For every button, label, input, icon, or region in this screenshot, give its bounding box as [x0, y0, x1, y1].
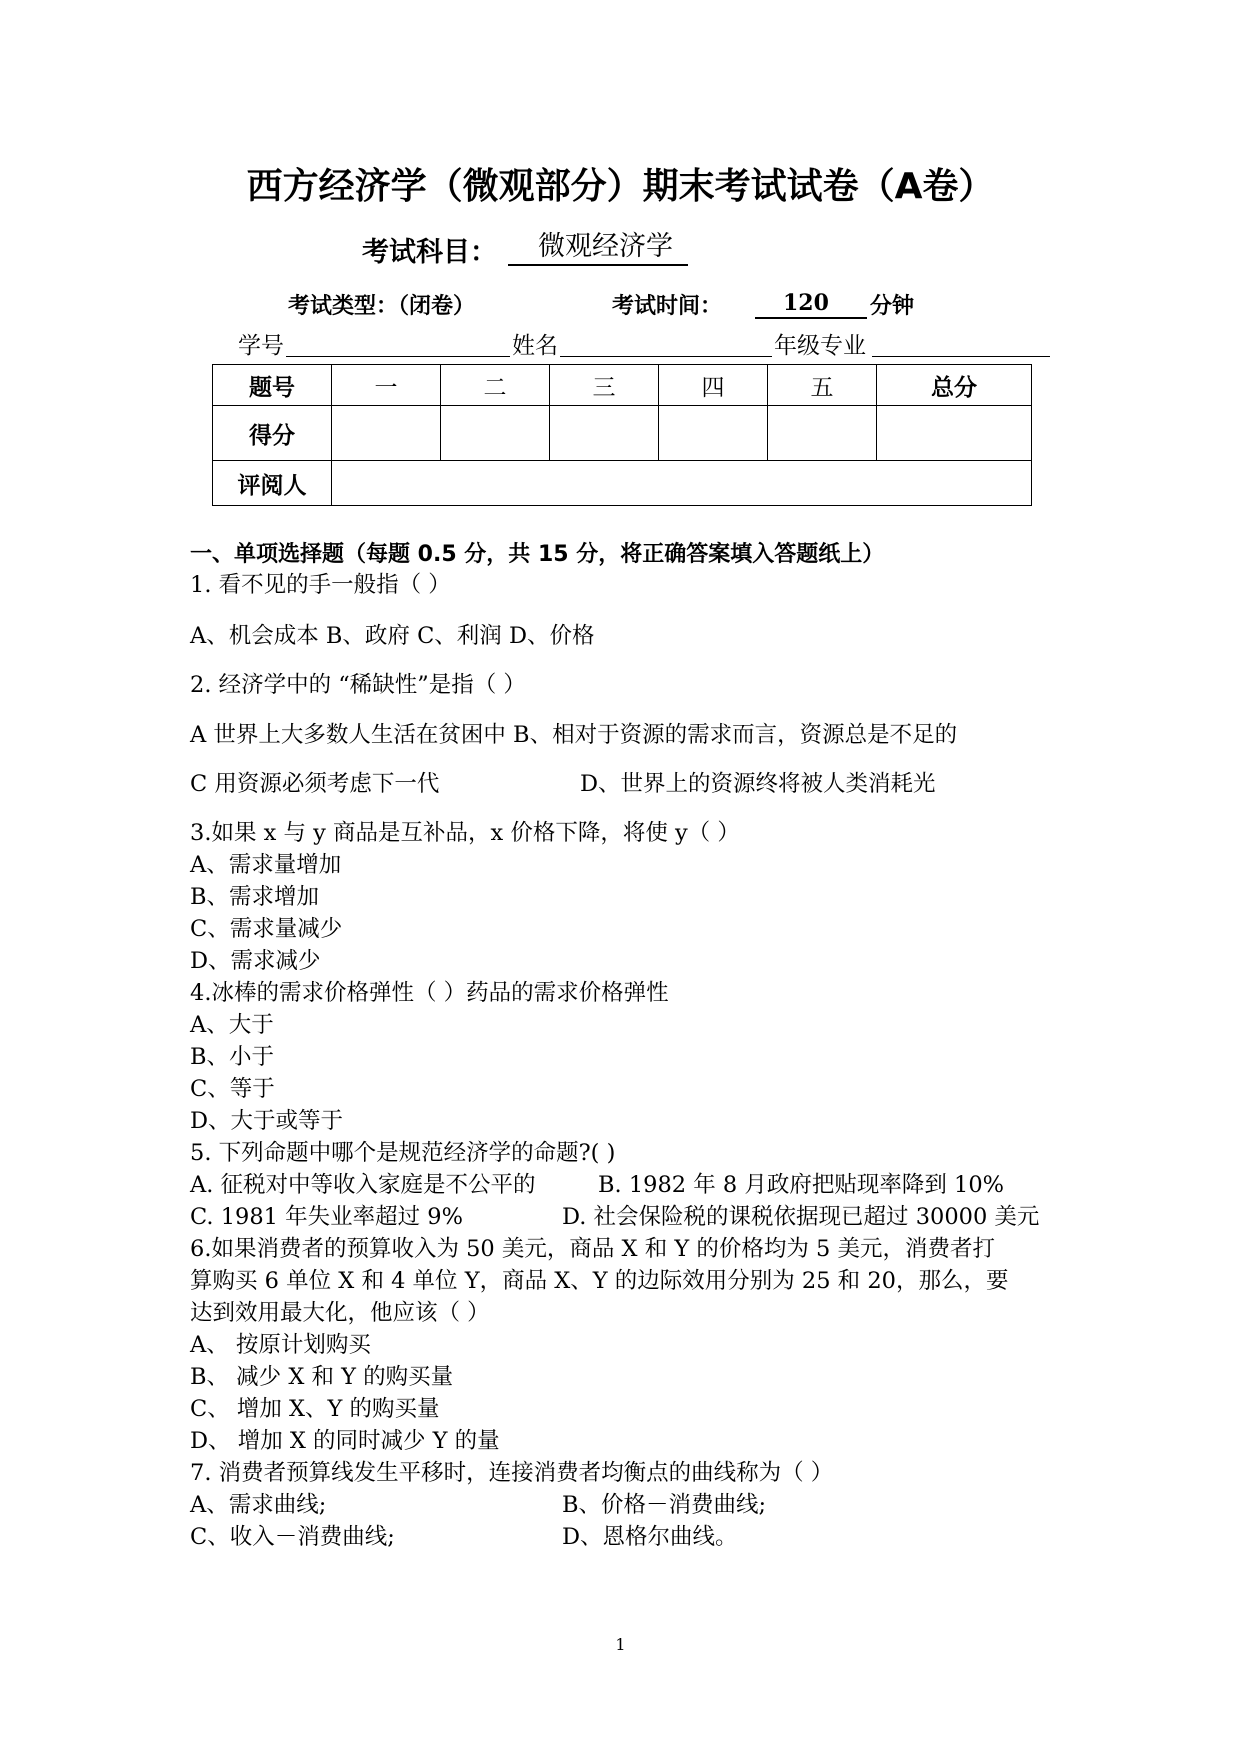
reviewer-cell[interactable]	[332, 461, 1032, 506]
exam-time-value: 120	[755, 289, 867, 319]
student-id-label: 学号	[238, 333, 284, 359]
reviewer-label: 评阅人	[213, 461, 332, 506]
exam-title: 西方经济学（微观部分）期末考试试卷（A卷）	[246, 166, 995, 207]
exam-time-label: 考试时间：	[612, 294, 723, 319]
header-cell: 三	[550, 365, 659, 406]
question-7-option-c: C、收入－消费曲线;	[190, 1524, 395, 1550]
question-4-option-c: C、等于	[190, 1076, 275, 1102]
question-7-option-a: A、需求曲线;	[190, 1492, 327, 1518]
header-cell: 五	[768, 365, 877, 406]
subject-label: 考试科目：	[362, 237, 497, 268]
exam-type: 考试类型：（闭卷）	[288, 294, 476, 319]
score-cell[interactable]	[332, 406, 441, 461]
section-title: 一、单项选择题（每题 0.5 分，共 15 分，将正确答案填入答题纸上）	[190, 542, 885, 567]
exam-time-unit: 分钟	[870, 294, 915, 319]
score-row-label: 得分	[213, 406, 332, 461]
header-cell: 四	[659, 365, 768, 406]
question-2-options-ab: A 世界上大多数人生活在贫困中 B、相对于资源的需求而言，资源总是不足的	[190, 722, 958, 748]
page-number: 1	[615, 1635, 626, 1654]
question-7-option-b: B、价格－消费曲线;	[562, 1492, 767, 1518]
header-cell: 题号	[213, 365, 332, 406]
header-cell: 二	[441, 365, 550, 406]
question-3-option-b: B、需求增加	[190, 884, 320, 910]
question-6-option-c: C、 增加 X、Y 的购买量	[190, 1396, 440, 1422]
question-3-option-d: D、需求减少	[190, 948, 321, 974]
question-4: 4.冰棒的需求价格弹性（ ）药品的需求价格弹性	[190, 980, 669, 1006]
question-2: 2. 经济学中的 “稀缺性”是指（ ）	[190, 672, 526, 698]
score-cell[interactable]	[441, 406, 550, 461]
question-7-option-d: D、恩格尔曲线。	[562, 1524, 738, 1550]
question-5: 5. 下列命题中哪个是规范经济学的命题?( )	[190, 1140, 616, 1166]
question-1: 1. 看不见的手一般指（ ）	[190, 572, 451, 598]
question-5-option-b: B. 1982 年 8 月政府把贴现率降到 10%	[598, 1172, 1005, 1198]
question-2-option-d: D、世界上的资源终将被人类消耗光	[580, 771, 936, 797]
question-6-option-a: A、 按原计划购买	[190, 1332, 371, 1358]
student-id-blank	[286, 356, 510, 357]
question-4-option-d: D、大于或等于	[190, 1108, 344, 1134]
question-3: 3.如果 x 与 y 商品是互补品，x 价格下降，将使 y（ ）	[190, 820, 740, 846]
subject-value: 微观经济学	[508, 230, 688, 266]
header-cell: 一	[332, 365, 441, 406]
header-cell: 总分	[877, 365, 1032, 406]
grade-major-label: 年级专业	[774, 333, 866, 359]
question-7: 7. 消费者预算线发生平移时，连接消费者均衡点的曲线称为（ ）	[190, 1460, 834, 1486]
score-cell[interactable]	[659, 406, 768, 461]
question-6-option-b: B、 减少 X 和 Y 的购买量	[190, 1364, 454, 1390]
question-3-option-c: C、需求量减少	[190, 916, 343, 942]
question-4-option-b: B、小于	[190, 1044, 275, 1070]
question-6-option-d: D、 增加 X 的同时减少 Y 的量	[190, 1428, 500, 1454]
score-cell[interactable]	[877, 406, 1032, 461]
score-table	[212, 364, 1032, 506]
question-5-option-a: A. 征税对中等收入家庭是不公平的	[190, 1172, 536, 1198]
name-label: 姓名	[512, 333, 558, 359]
question-1-options: A、机会成本 B、政府 C、利润 D、价格	[190, 623, 595, 649]
question-4-option-a: A、大于	[190, 1012, 274, 1038]
question-5-option-d: D. 社会保险税的课税依据现已超过 30000 美元	[562, 1204, 1040, 1230]
question-6-line-1: 6.如果消费者的预算收入为 50 美元，商品 X 和 Y 的价格均为 5 美元，消费者打	[190, 1236, 996, 1262]
question-2-option-c: C 用资源必须考虑下一代	[190, 771, 440, 797]
question-6-line-3: 达到效用最大化，他应该（ ）	[190, 1300, 490, 1326]
question-5-option-c: C. 1981 年失业率超过 9%	[190, 1204, 463, 1230]
question-3-option-a: A、需求量增加	[190, 852, 342, 878]
grade-major-blank	[872, 356, 1050, 357]
name-blank	[560, 356, 772, 357]
score-cell[interactable]	[550, 406, 659, 461]
question-6-line-2: 算购买 6 单位 X 和 4 单位 Y，商品 X、Y 的边际效用分别为 25 和 20，那么，要	[190, 1268, 1009, 1294]
score-cell[interactable]	[768, 406, 877, 461]
